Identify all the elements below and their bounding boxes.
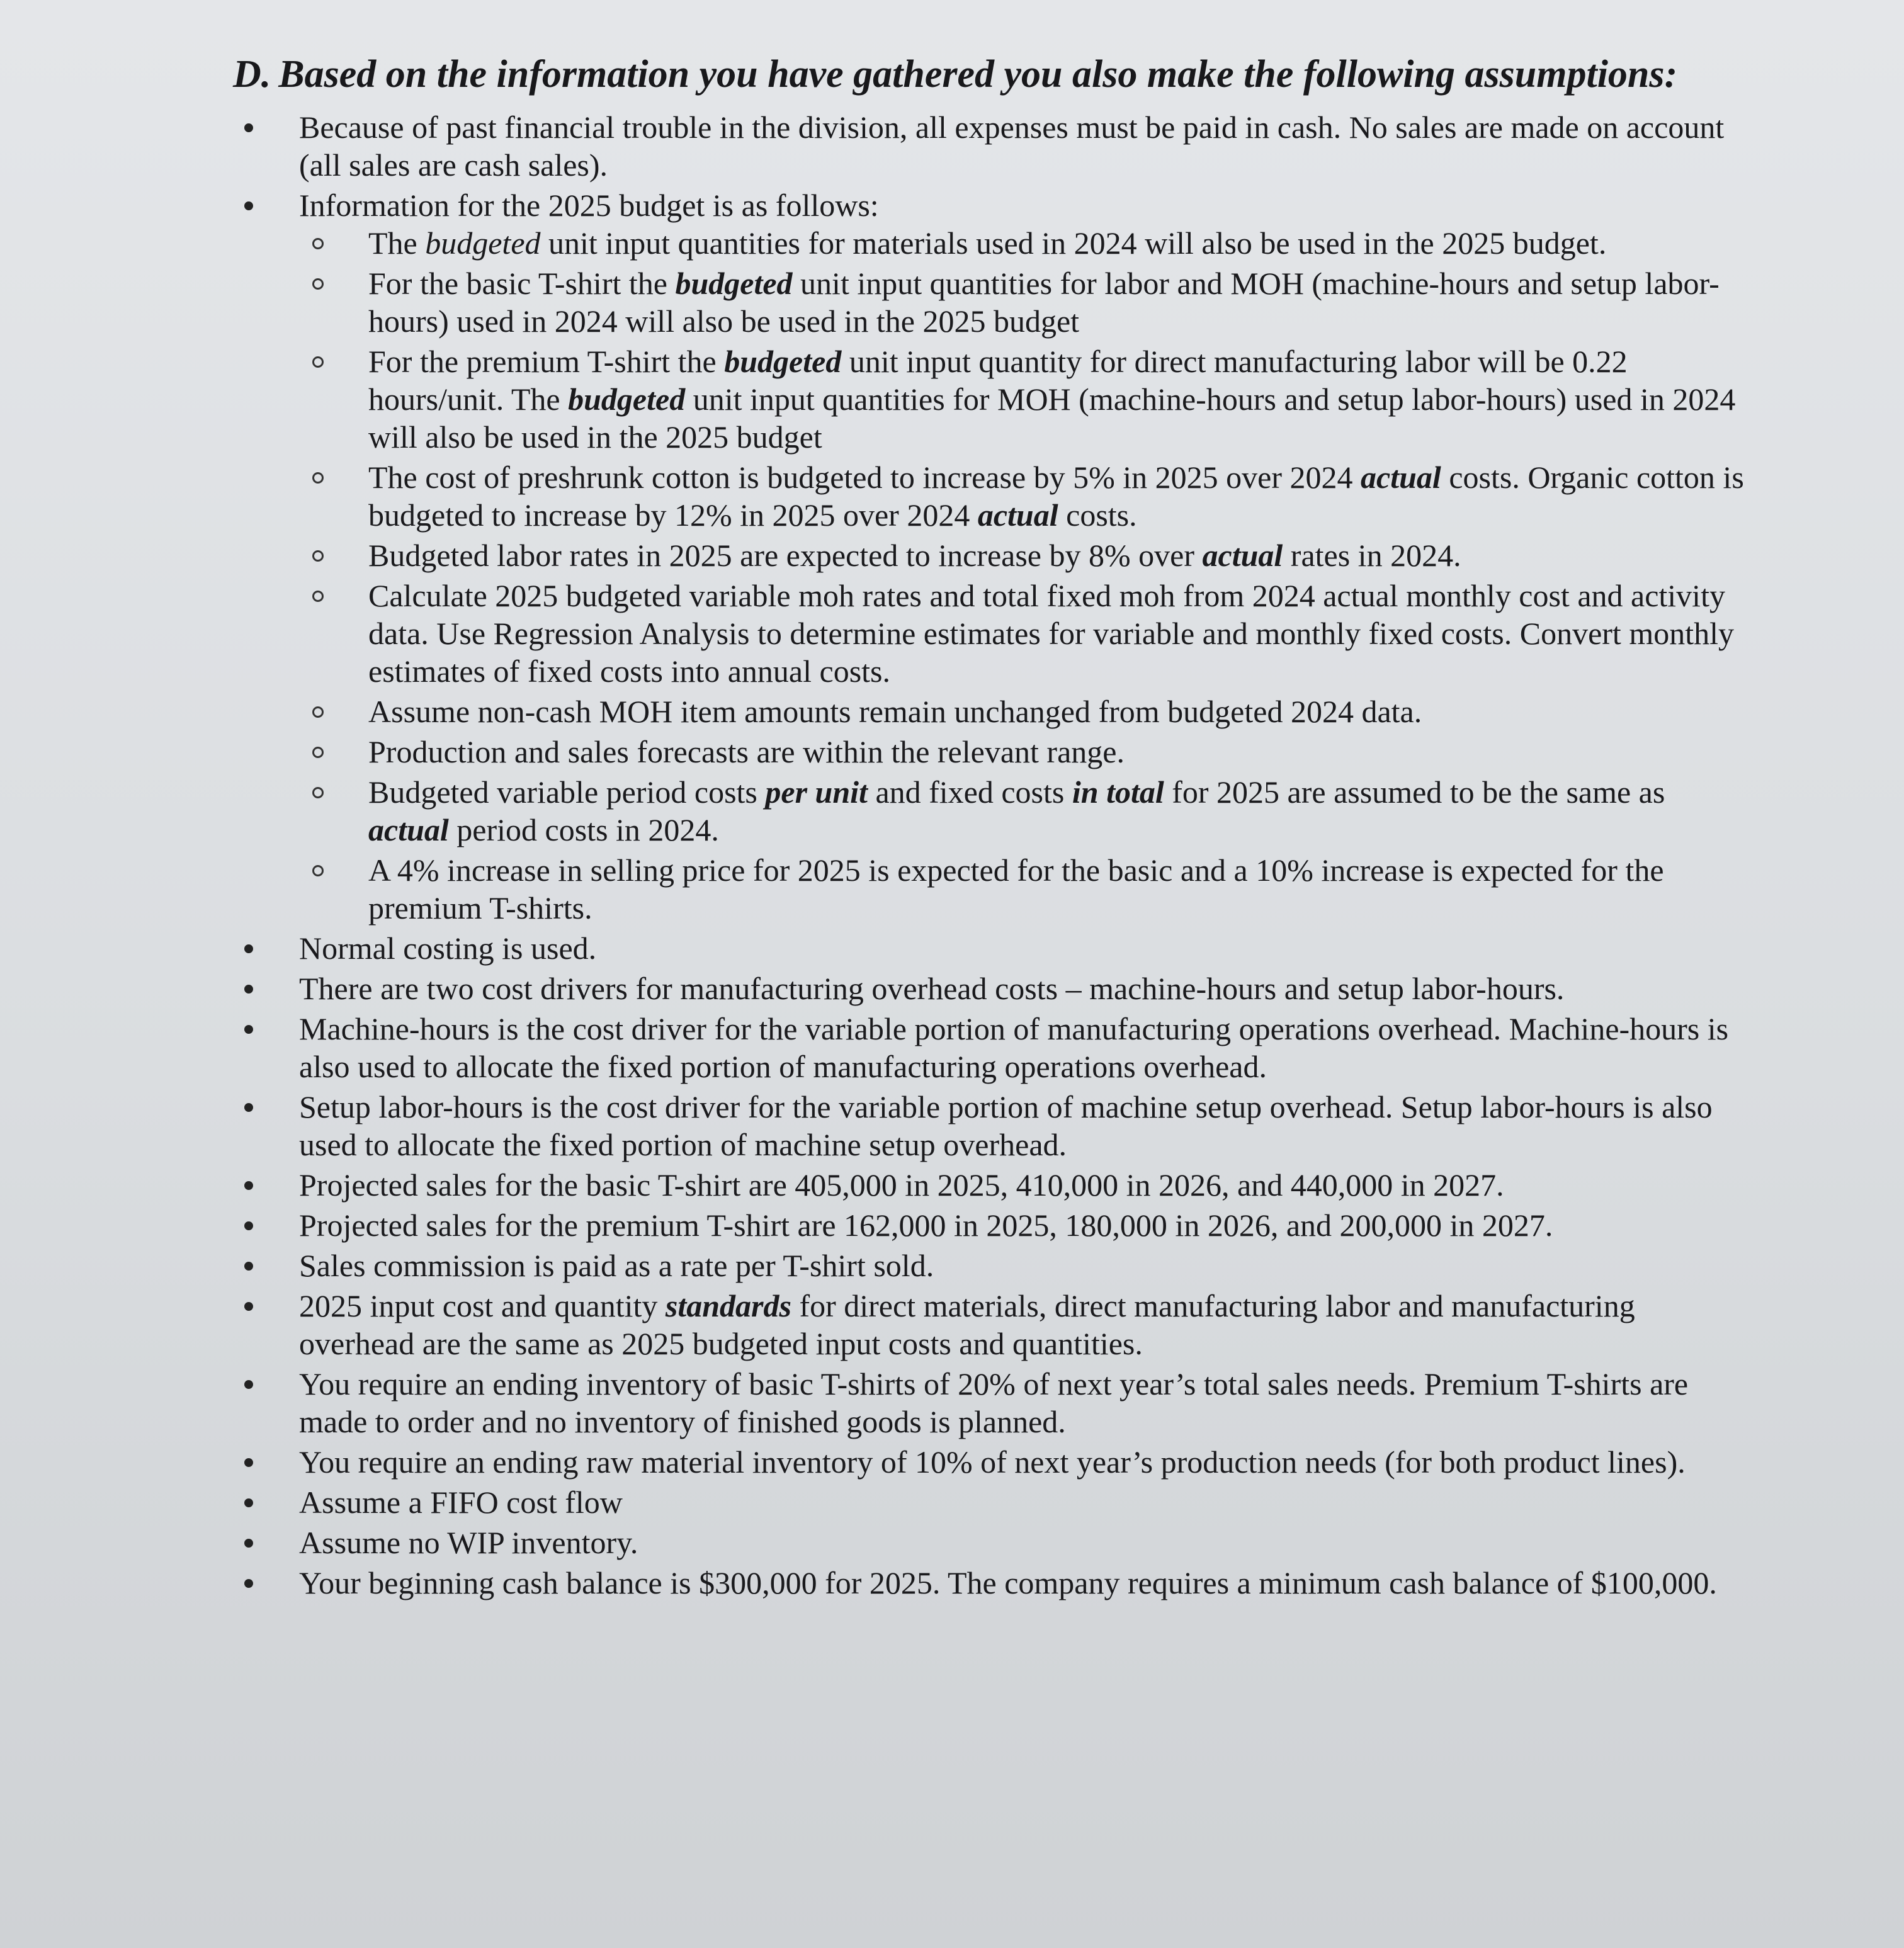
assumption-no-wip: Assume no WIP inventory. (233, 1524, 1753, 1561)
sub-item-cotton-cost: The cost of preshrunk cotton is budgeted to increase by 5% in 2025 over 2024 actual costs. Organic cotton is budgeted to increase by 12% in 2025 over 2024 actual costs. (233, 458, 1753, 534)
assumption-budget-info (233, 186, 1753, 927)
budget-sub-list (299, 224, 1753, 927)
section-letter: D. (233, 53, 271, 96)
assumption-ending-finished-goods: You require an ending inventory of basic T-shirts of 20% of next year’s total sales needs. Premium T-shirts are made to order and no inventory of finished goods is planned. (233, 1365, 1753, 1441)
sub-item-basic-labor: For the basic T-shirt the budgeted unit input quantities for labor and MOH (machine-hours and setup labor-hours) used in 2024 will also be used in the 2025 budget (233, 264, 1753, 340)
assumption-text: Information for the 2025 budget is as follows: (299, 188, 879, 223)
sub-item-labor-rates: Budgeted labor rates in 2025 are expected to increase by 8% over actual rates in 2024. (233, 536, 1753, 574)
assumption-sales-premium: Projected sales for the premium T-shirt are 162,000 in 2025, 180,000 in 2026, and 200,000 in 2027. (233, 1206, 1753, 1244)
sub-item-relevant-range: Production and sales forecasts are within the relevant range. (233, 733, 1753, 771)
assumption-list (233, 108, 1753, 1602)
assumption-normal-costing: Normal costing is used. (233, 929, 1753, 967)
sub-item-non-cash-moh: Assume non-cash MOH item amounts remain unchanged from budgeted 2024 data. (233, 693, 1753, 730)
section-heading-text: Based on the information you have gathered you also make the following assumptions: (278, 53, 1678, 96)
assumption-machine-hours: Machine-hours is the cost driver for the variable portion of manufacturing operations overhead. Machine-hours is also used to allocate the fixed portion of manufacturing operations overhead. (233, 1010, 1753, 1085)
sub-item-regression: Calculate 2025 budgeted variable moh rates and total fixed moh from 2024 actual monthly cost and activity data. Use Regression Analysis to determine estimates for variable and monthly fixed costs. Convert monthly estimates of fixed costs into annual costs. (233, 577, 1753, 690)
section-heading (233, 49, 1753, 99)
sub-item-materials: The budgeted unit input quantities for materials used in 2024 will also be used in the 2025 budget. (233, 224, 1753, 262)
assumption-sales-basic: Projected sales for the basic T-shirt are 405,000 in 2025, 410,000 in 2026, and 440,000 in 2027. (233, 1166, 1753, 1204)
sub-item-period-costs: Budgeted variable period costs per unit and fixed costs in total for 2025 are assumed to be the same as actual period costs in 2024. (233, 773, 1753, 849)
assumption-cash-balance: Your beginning cash balance is $300,000 for 2025. The company requires a minimum cash balance of $100,000. (233, 1564, 1753, 1602)
assumption-commission: Sales commission is paid as a rate per T-shirt sold. (233, 1247, 1753, 1284)
sub-item-selling-price: A 4% increase in selling price for 2025 is expected for the basic and a 10% increase is expected for the premium T-shirts. (233, 851, 1753, 927)
assumption-text: Because of past financial trouble in the division, all expenses must be paid in cash. No sales are made on account (all sales are cash sales). (299, 110, 1725, 183)
assumption-setup-hours: Setup labor-hours is the cost driver for the variable portion of machine setup overhead. Setup labor-hours is also used to allocate the fixed portion of machine setup overhead. (233, 1088, 1753, 1164)
sub-item-premium-labor: For the premium T-shirt the budgeted unit input quantity for direct manufacturing labor will be 0.22 hours/unit. The budgeted unit input quantities for MOH (machine-hours and setup labor-hours) used in 2024 will also be used in the 2025 budget (233, 343, 1753, 456)
assumption-standards: 2025 input cost and quantity standards for direct materials, direct manufacturing labor and manufacturing overhead are the same as 2025 budgeted input costs and quantities. (233, 1287, 1753, 1362)
assumption-cost-drivers: There are two cost drivers for manufacturing overhead costs – machine-hours and setup labor-hours. (233, 970, 1753, 1007)
assumption-fifo: Assume a FIFO cost flow (233, 1483, 1753, 1521)
assumption-cash-only (233, 108, 1753, 184)
assumption-ending-raw-material: You require an ending raw material inventory of 10% of next year’s production needs (for both product lines). (233, 1443, 1753, 1481)
